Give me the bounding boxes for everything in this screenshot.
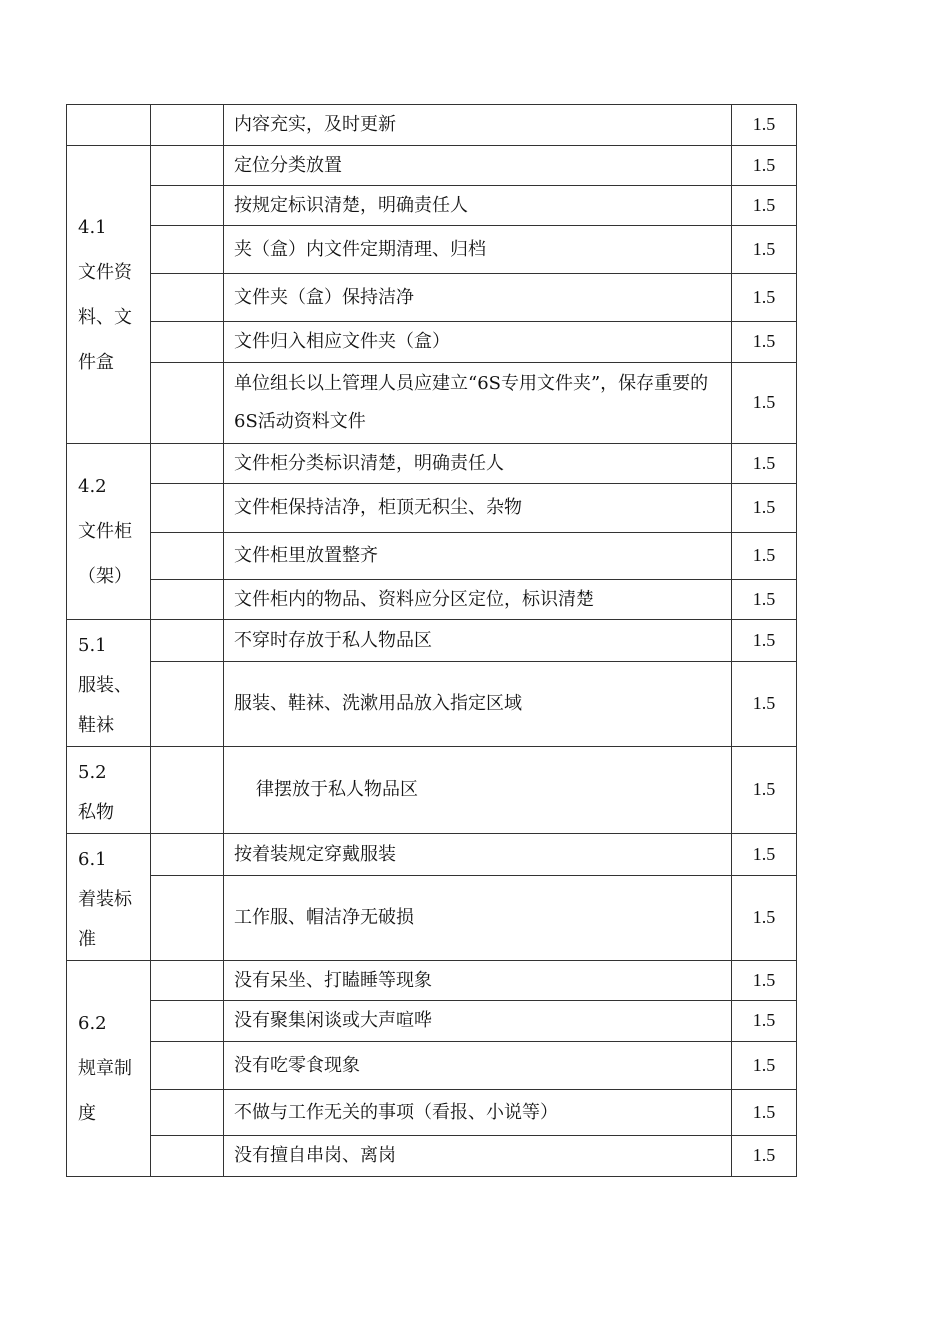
item-score: 1.5 xyxy=(732,1136,797,1177)
table-row xyxy=(67,322,797,363)
table-row xyxy=(67,274,797,322)
table-row xyxy=(67,1090,797,1136)
item-score: 1.5 xyxy=(732,444,797,484)
blank-cell xyxy=(151,105,224,146)
item-score: 1.5 xyxy=(732,747,797,834)
table-row xyxy=(67,1001,797,1042)
table-row xyxy=(67,961,797,1001)
category-4-2-label: 4.2 文件柜 （架） xyxy=(67,444,151,620)
table-row xyxy=(67,363,797,444)
item-content: 按着装规定穿戴服装 xyxy=(224,834,732,876)
item-score: 1.5 xyxy=(732,363,797,444)
table-row xyxy=(67,580,797,620)
blank-cell xyxy=(151,747,224,834)
blank-cell xyxy=(151,1090,224,1136)
blank-cell xyxy=(151,1136,224,1177)
blank-cell xyxy=(151,363,224,444)
item-content: 定位分类放置 xyxy=(224,146,732,186)
evaluation-table xyxy=(66,104,797,1177)
table-row xyxy=(67,876,797,961)
item-content: 没有吃零食现象 xyxy=(224,1042,732,1090)
item-score: 1.5 xyxy=(732,105,797,146)
item-score: 1.5 xyxy=(732,226,797,274)
item-content: 没有呆坐、打瞌睡等现象 xyxy=(224,961,732,1001)
item-score: 1.5 xyxy=(732,533,797,580)
blank-cell xyxy=(151,1001,224,1042)
blank-cell xyxy=(151,620,224,662)
blank-cell xyxy=(151,580,224,620)
item-content: 律摆放于私人物品区 xyxy=(224,747,732,834)
item-score: 1.5 xyxy=(732,580,797,620)
item-score: 1.5 xyxy=(732,1090,797,1136)
blank-cell xyxy=(151,834,224,876)
table-row xyxy=(67,186,797,226)
blank-cell xyxy=(151,961,224,1001)
item-score: 1.5 xyxy=(732,662,797,747)
table-row xyxy=(67,662,797,747)
item-score: 1.5 xyxy=(732,146,797,186)
table-row xyxy=(67,105,797,146)
item-score: 1.5 xyxy=(732,1042,797,1090)
item-score: 1.5 xyxy=(732,186,797,226)
blank-cell xyxy=(151,274,224,322)
item-content: 没有聚集闲谈或大声喧哗 xyxy=(224,1001,732,1042)
table-row xyxy=(67,484,797,533)
item-score: 1.5 xyxy=(732,274,797,322)
blank-cell xyxy=(151,533,224,580)
table-row xyxy=(67,226,797,274)
item-score: 1.5 xyxy=(732,834,797,876)
item-content: 文件夹（盒）保持洁净 xyxy=(224,274,732,322)
blank-cell xyxy=(151,186,224,226)
item-content: 文件柜内的物品、资料应分区定位，标识清楚 xyxy=(224,580,732,620)
item-content: 夹（盒）内文件定期清理、归档 xyxy=(224,226,732,274)
item-content: 工作服、帽洁净无破损 xyxy=(224,876,732,961)
blank-cell xyxy=(151,444,224,484)
item-content: 文件柜分类标识清楚，明确责任人 xyxy=(224,444,732,484)
item-content: 按规定标识清楚，明确责任人 xyxy=(224,186,732,226)
item-content: 文件柜里放置整齐 xyxy=(224,533,732,580)
blank-cell xyxy=(151,1042,224,1090)
blank-cell xyxy=(151,876,224,961)
table-row xyxy=(67,747,797,834)
item-content: 服装、鞋袜、洗漱用品放入指定区域 xyxy=(224,662,732,747)
table-row xyxy=(67,1136,797,1177)
table-row xyxy=(67,620,797,662)
item-content: 单位组长以上管理人员应建立“6S专用文件夹”，保存重要的6S活动资料文件 xyxy=(224,363,732,444)
blank-cell xyxy=(151,484,224,533)
table-row xyxy=(67,146,797,186)
item-score: 1.5 xyxy=(732,1001,797,1042)
blank-cell xyxy=(151,662,224,747)
table-row xyxy=(67,834,797,876)
category-6-2-label: 6.2 规章制 度 xyxy=(67,961,151,1177)
item-score: 1.5 xyxy=(732,876,797,961)
category-4-1-label: 4.1 文件资 料、文 件盒 xyxy=(67,146,151,444)
blank-cell xyxy=(151,226,224,274)
category-6-1-label: 6.1 着装标 准 xyxy=(67,834,151,961)
item-content: 内容充实，及时更新 xyxy=(224,105,732,146)
item-content: 文件柜保持洁净，柜顶无积尘、杂物 xyxy=(224,484,732,533)
item-content: 文件归入相应文件夹（盒） xyxy=(224,322,732,363)
table-row xyxy=(67,533,797,580)
item-score: 1.5 xyxy=(732,620,797,662)
item-content: 没有擅自串岗、离岗 xyxy=(224,1136,732,1177)
item-content: 不做与工作无关的事项（看报、小说等） xyxy=(224,1090,732,1136)
item-score: 1.5 xyxy=(732,484,797,533)
category-cell xyxy=(67,105,151,146)
item-score: 1.5 xyxy=(732,322,797,363)
item-content: 不穿时存放于私人物品区 xyxy=(224,620,732,662)
item-score: 1.5 xyxy=(732,961,797,1001)
table-row xyxy=(67,1042,797,1090)
category-5-2-label: 5.2 私物 xyxy=(67,747,151,834)
blank-cell xyxy=(151,322,224,363)
table-row xyxy=(67,444,797,484)
blank-cell xyxy=(151,146,224,186)
category-5-1-label: 5.1 服装、 鞋袜 xyxy=(67,620,151,747)
